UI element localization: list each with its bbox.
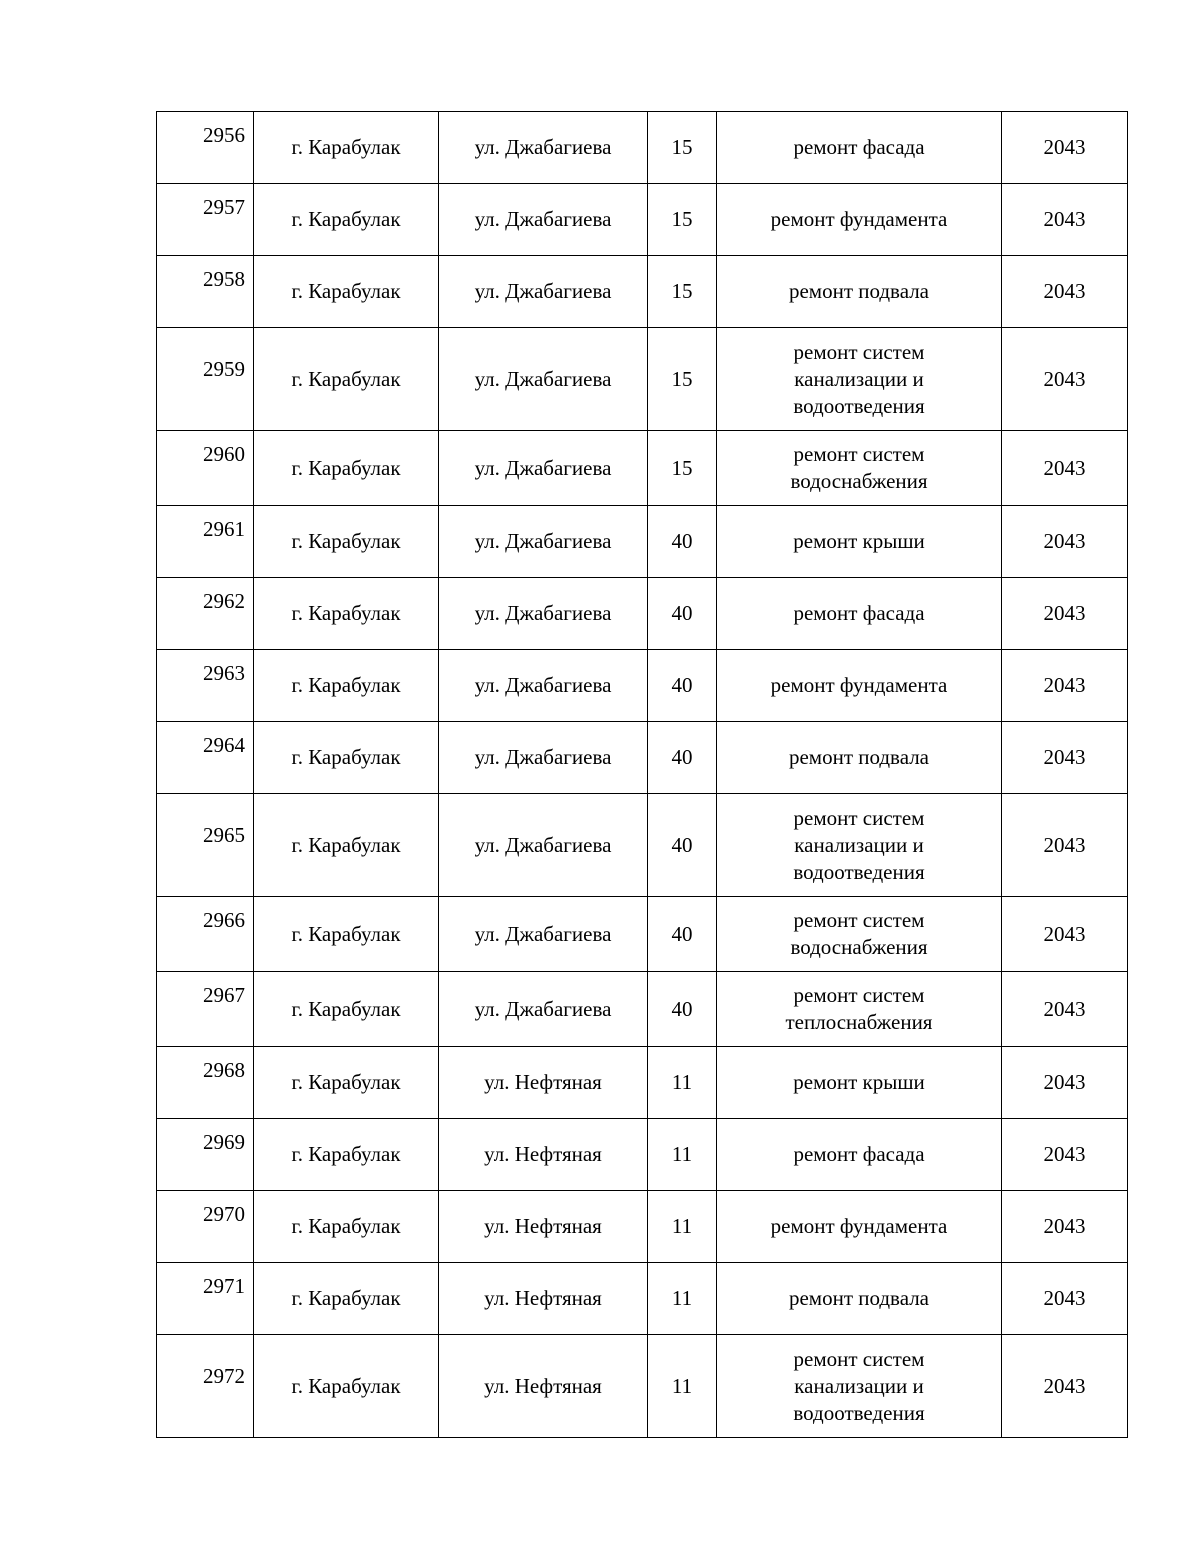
- street-cell: ул. Нефтяная: [439, 1191, 648, 1263]
- works-table: [156, 111, 1128, 1438]
- house-cell: 40: [648, 506, 717, 578]
- street-cell: ул. Джабагиева: [439, 722, 648, 794]
- street-cell: ул. Джабагиева: [439, 184, 648, 256]
- street-cell: ул. Джабагиева: [439, 972, 648, 1047]
- house-cell: 15: [648, 431, 717, 506]
- row-number: 2972: [157, 1335, 254, 1438]
- table-row: [157, 431, 1128, 506]
- year-cell: 2043: [1002, 722, 1128, 794]
- street-cell: ул. Джабагиева: [439, 650, 648, 722]
- row-number: 2966: [157, 897, 254, 972]
- year-cell: 2043: [1002, 972, 1128, 1047]
- city-cell: г. Карабулак: [254, 256, 439, 328]
- work-type-cell: ремонт фундамента: [717, 184, 1002, 256]
- work-type-cell: ремонт систем теплоснабжения: [717, 972, 1002, 1047]
- city-cell: г. Карабулак: [254, 431, 439, 506]
- table-row: [157, 1047, 1128, 1119]
- city-cell: г. Карабулак: [254, 1263, 439, 1335]
- table-row: [157, 328, 1128, 431]
- table-row: [157, 1191, 1128, 1263]
- city-cell: г. Карабулак: [254, 184, 439, 256]
- work-type-cell: ремонт подвала: [717, 1263, 1002, 1335]
- row-number: 2964: [157, 722, 254, 794]
- house-cell: 11: [648, 1335, 717, 1438]
- street-cell: ул. Джабагиева: [439, 431, 648, 506]
- city-cell: г. Карабулак: [254, 506, 439, 578]
- year-cell: 2043: [1002, 256, 1128, 328]
- year-cell: 2043: [1002, 431, 1128, 506]
- row-number: 2967: [157, 972, 254, 1047]
- table-row: [157, 650, 1128, 722]
- house-cell: 40: [648, 578, 717, 650]
- row-number: 2968: [157, 1047, 254, 1119]
- city-cell: г. Карабулак: [254, 1119, 439, 1191]
- work-type-cell: ремонт подвала: [717, 722, 1002, 794]
- year-cell: 2043: [1002, 328, 1128, 431]
- house-cell: 11: [648, 1191, 717, 1263]
- house-cell: 15: [648, 256, 717, 328]
- street-cell: ул. Нефтяная: [439, 1335, 648, 1438]
- street-cell: ул. Джабагиева: [439, 256, 648, 328]
- year-cell: 2043: [1002, 650, 1128, 722]
- house-cell: 15: [648, 112, 717, 184]
- house-cell: 40: [648, 722, 717, 794]
- street-cell: ул. Нефтяная: [439, 1263, 648, 1335]
- city-cell: г. Карабулак: [254, 1335, 439, 1438]
- street-cell: ул. Джабагиева: [439, 112, 648, 184]
- work-type-cell: ремонт систем канализации и водоотведения: [717, 1335, 1002, 1438]
- row-number: 2963: [157, 650, 254, 722]
- street-cell: ул. Джабагиева: [439, 328, 648, 431]
- city-cell: г. Карабулак: [254, 1191, 439, 1263]
- work-type-cell: ремонт подвала: [717, 256, 1002, 328]
- year-cell: 2043: [1002, 1191, 1128, 1263]
- street-cell: ул. Джабагиева: [439, 506, 648, 578]
- table-row: [157, 1335, 1128, 1438]
- work-type-cell: ремонт крыши: [717, 1047, 1002, 1119]
- work-type-cell: ремонт крыши: [717, 506, 1002, 578]
- work-type-cell: ремонт систем канализации и водоотведения: [717, 328, 1002, 431]
- house-cell: 40: [648, 897, 717, 972]
- works-table-body: [157, 112, 1128, 1438]
- table-row: [157, 506, 1128, 578]
- work-type-cell: ремонт фасада: [717, 1119, 1002, 1191]
- city-cell: г. Карабулак: [254, 794, 439, 897]
- street-cell: ул. Джабагиева: [439, 794, 648, 897]
- city-cell: г. Карабулак: [254, 897, 439, 972]
- row-number: 2962: [157, 578, 254, 650]
- street-cell: ул. Нефтяная: [439, 1119, 648, 1191]
- city-cell: г. Карабулак: [254, 972, 439, 1047]
- house-cell: 40: [648, 972, 717, 1047]
- row-number: 2958: [157, 256, 254, 328]
- house-cell: 15: [648, 328, 717, 431]
- work-type-cell: ремонт систем водоснабжения: [717, 431, 1002, 506]
- table-row: [157, 1263, 1128, 1335]
- city-cell: г. Карабулак: [254, 650, 439, 722]
- work-type-cell: ремонт фасада: [717, 112, 1002, 184]
- work-type-cell: ремонт фасада: [717, 578, 1002, 650]
- year-cell: 2043: [1002, 897, 1128, 972]
- year-cell: 2043: [1002, 1119, 1128, 1191]
- year-cell: 2043: [1002, 794, 1128, 897]
- row-number: 2956: [157, 112, 254, 184]
- table-row: [157, 897, 1128, 972]
- street-cell: ул. Джабагиева: [439, 897, 648, 972]
- city-cell: г. Карабулак: [254, 1047, 439, 1119]
- year-cell: 2043: [1002, 506, 1128, 578]
- row-number: 2969: [157, 1119, 254, 1191]
- street-cell: ул. Нефтяная: [439, 1047, 648, 1119]
- year-cell: 2043: [1002, 578, 1128, 650]
- row-number: 2965: [157, 794, 254, 897]
- city-cell: г. Карабулак: [254, 578, 439, 650]
- row-number: 2960: [157, 431, 254, 506]
- city-cell: г. Карабулак: [254, 328, 439, 431]
- year-cell: 2043: [1002, 184, 1128, 256]
- table-row: [157, 184, 1128, 256]
- year-cell: 2043: [1002, 1263, 1128, 1335]
- table-row: [157, 256, 1128, 328]
- row-number: 2959: [157, 328, 254, 431]
- house-cell: 40: [648, 650, 717, 722]
- house-cell: 11: [648, 1119, 717, 1191]
- city-cell: г. Карабулак: [254, 112, 439, 184]
- house-cell: 11: [648, 1263, 717, 1335]
- table-row: [157, 112, 1128, 184]
- year-cell: 2043: [1002, 1047, 1128, 1119]
- table-row: [157, 794, 1128, 897]
- table-row: [157, 1119, 1128, 1191]
- row-number: 2961: [157, 506, 254, 578]
- row-number: 2957: [157, 184, 254, 256]
- year-cell: 2043: [1002, 112, 1128, 184]
- house-cell: 11: [648, 1047, 717, 1119]
- table-row: [157, 578, 1128, 650]
- house-cell: 40: [648, 794, 717, 897]
- row-number: 2970: [157, 1191, 254, 1263]
- year-cell: 2043: [1002, 1335, 1128, 1438]
- house-cell: 15: [648, 184, 717, 256]
- work-type-cell: ремонт систем канализации и водоотведения: [717, 794, 1002, 897]
- table-row: [157, 972, 1128, 1047]
- work-type-cell: ремонт систем водоснабжения: [717, 897, 1002, 972]
- table-row: [157, 722, 1128, 794]
- row-number: 2971: [157, 1263, 254, 1335]
- street-cell: ул. Джабагиева: [439, 578, 648, 650]
- city-cell: г. Карабулак: [254, 722, 439, 794]
- work-type-cell: ремонт фундамента: [717, 650, 1002, 722]
- work-type-cell: ремонт фундамента: [717, 1191, 1002, 1263]
